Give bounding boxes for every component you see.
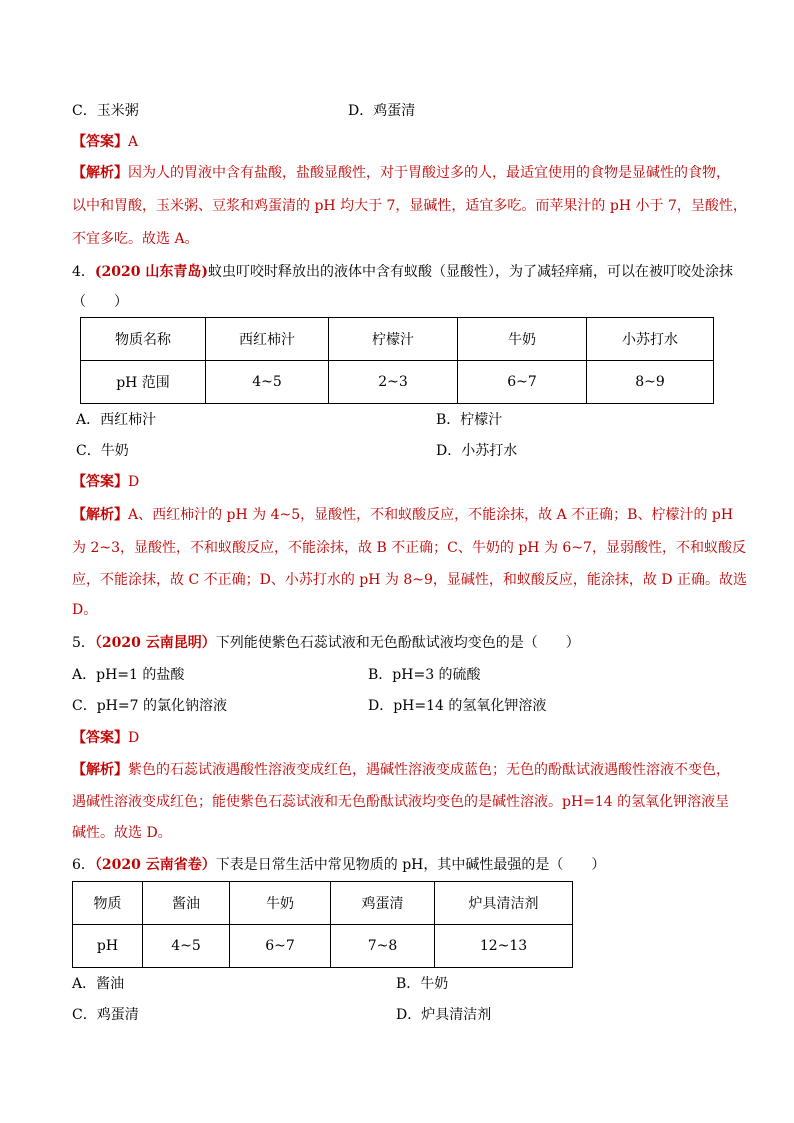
analysis-tag: 【解析】 bbox=[72, 165, 128, 181]
table-cell: 2~3 bbox=[329, 361, 458, 404]
q3-analysis-line-3: 不宜多吃。故选 A。 bbox=[72, 231, 199, 247]
q6-option-b: B．牛奶 bbox=[396, 976, 449, 992]
q4-ph-table bbox=[80, 317, 714, 404]
table-cell: pH 范围 bbox=[81, 361, 206, 404]
q4-option-d: D．小苏打水 bbox=[436, 443, 518, 459]
q5-option-c: C．pH=7 的氯化钠溶液 bbox=[72, 698, 227, 714]
q6-option-a: A．酱油 bbox=[72, 976, 125, 992]
q4-stem-blank: （ ） bbox=[72, 294, 128, 310]
table-cell: 4~5 bbox=[206, 361, 329, 404]
answer-value: A bbox=[128, 134, 139, 150]
table-cell: 鸡蛋清 bbox=[331, 882, 435, 925]
table-cell: 小苏打水 bbox=[587, 318, 714, 361]
q5-analysis-line-1 bbox=[72, 760, 730, 780]
question-source: （2020 云南昆明） bbox=[94, 635, 216, 651]
answer-tag: 【答案】 bbox=[72, 730, 128, 746]
table-cell: 6~7 bbox=[458, 361, 587, 404]
q5-option-d: D．pH=14 的氢氧化钾溶液 bbox=[368, 698, 547, 714]
q3-analysis-line-1 bbox=[72, 163, 730, 183]
table-cell: 牛奶 bbox=[230, 882, 331, 925]
q4-answer bbox=[72, 472, 139, 492]
q6-stem bbox=[72, 855, 605, 875]
table-header-row bbox=[81, 318, 714, 361]
q4-analysis-line-2: 为 2~3，显酸性，不和蚁酸反应，不能涂抹，故 B 不正确；C、牛奶的 pH 为 6~7，显弱酸性，不和蚁酸反 bbox=[72, 540, 746, 556]
q4-analysis-line-3: 应，不能涂抹，故 C 不正确；D、小苏打水的 pH 为 8~9，显碱性，和蚁酸反应，能涂抹，故 D 正确。故选 bbox=[72, 572, 748, 588]
analysis-tag: 【解析】 bbox=[72, 507, 128, 523]
answer-tag: 【答案】 bbox=[72, 474, 128, 490]
table-cell: pH bbox=[73, 925, 143, 968]
table-cell: 8~9 bbox=[587, 361, 714, 404]
question-source: (2020 山东青岛) bbox=[94, 264, 209, 280]
table-cell: 4~5 bbox=[143, 925, 230, 968]
q5-analysis-line-2: 遇碱性溶液变成红色；能使紫色石蕊试液和无色酚酞试液均变色的是碱性溶液。pH=14 的氢氧化钾溶液呈 bbox=[72, 794, 730, 810]
table-cell: 酱油 bbox=[143, 882, 230, 925]
question-text: 蚊虫叮咬时释放出的液体中含有蚁酸（显酸性），为了减轻痒痛，可以在被叮咬处涂抹 bbox=[208, 264, 734, 280]
q6-option-d: D．炉具清洁剂 bbox=[396, 1007, 492, 1023]
table-row bbox=[73, 925, 573, 968]
answer-tag: 【答案】 bbox=[72, 134, 128, 150]
table-cell: 12~13 bbox=[435, 925, 573, 968]
q4-option-c: C．牛奶 bbox=[76, 443, 129, 459]
q4-option-a: A．西红柿汁 bbox=[76, 412, 157, 428]
table-header-row bbox=[73, 882, 573, 925]
q5-answer bbox=[72, 728, 139, 748]
table-cell: 7~8 bbox=[331, 925, 435, 968]
question-number: 5． bbox=[72, 635, 95, 651]
question-source: （2020 云南省卷） bbox=[94, 857, 216, 873]
q6-option-c: C．鸡蛋清 bbox=[72, 1007, 139, 1023]
table-cell: 柠檬汁 bbox=[329, 318, 458, 361]
q6-ph-table bbox=[72, 881, 573, 968]
q3-option-d: D．鸡蛋清 bbox=[348, 103, 416, 119]
table-cell: 炉具清洁剂 bbox=[435, 882, 573, 925]
question-text: 下列能使紫色石蕊试液和无色酚酞试液均变色的是（ ） bbox=[215, 635, 580, 651]
table-cell: 物质 bbox=[73, 882, 143, 925]
q4-option-b: B．柠檬汁 bbox=[436, 412, 503, 428]
q3-answer bbox=[72, 132, 138, 152]
answer-value: D bbox=[128, 474, 140, 490]
analysis-text: A、西红柿汁的 pH 为 4~5，显酸性，不和蚁酸反应，不能涂抹，故 A 不正确；B、柠檬汁的 pH bbox=[128, 507, 734, 523]
q3-analysis-line-2: 以中和胃酸，玉米粥、豆浆和鸡蛋清的 pH 均大于 7，显碱性，适宜多吃。而苹果汁的 pH 小于 7，呈酸性， bbox=[72, 198, 747, 214]
analysis-text: 紫色的石蕊试液遇酸性溶液变成红色，遇碱性溶液变成蓝色；无色的酚酞试液遇酸性溶液不变色， bbox=[128, 762, 730, 778]
q5-option-a: A．pH=1 的盐酸 bbox=[72, 667, 185, 683]
table-row bbox=[81, 361, 714, 404]
table-cell: 6~7 bbox=[230, 925, 331, 968]
table-cell: 物质名称 bbox=[81, 318, 206, 361]
q4-stem bbox=[72, 262, 733, 282]
table-cell: 牛奶 bbox=[458, 318, 587, 361]
q3-option-c: C．玉米粥 bbox=[72, 103, 139, 119]
question-text: 下表是日常生活中常见物质的 pH，其中碱性最强的是（ ） bbox=[215, 857, 606, 873]
q5-stem bbox=[72, 633, 580, 653]
q5-option-b: B．pH=3 的硫酸 bbox=[368, 667, 481, 683]
analysis-tag: 【解析】 bbox=[72, 762, 128, 778]
answer-value: D bbox=[128, 730, 140, 746]
q5-analysis-line-3: 碱性。故选 D。 bbox=[72, 825, 172, 841]
question-number: 4． bbox=[72, 264, 95, 280]
analysis-text: 因为人的胃液中含有盐酸，盐酸显酸性，对于胃酸过多的人，最适宜使用的食物是显碱性的食物， bbox=[128, 165, 730, 181]
question-number: 6． bbox=[72, 857, 95, 873]
q4-analysis-line-4: D。 bbox=[72, 602, 98, 618]
q4-analysis-line-1 bbox=[72, 505, 733, 525]
table-cell: 西红柿汁 bbox=[206, 318, 329, 361]
